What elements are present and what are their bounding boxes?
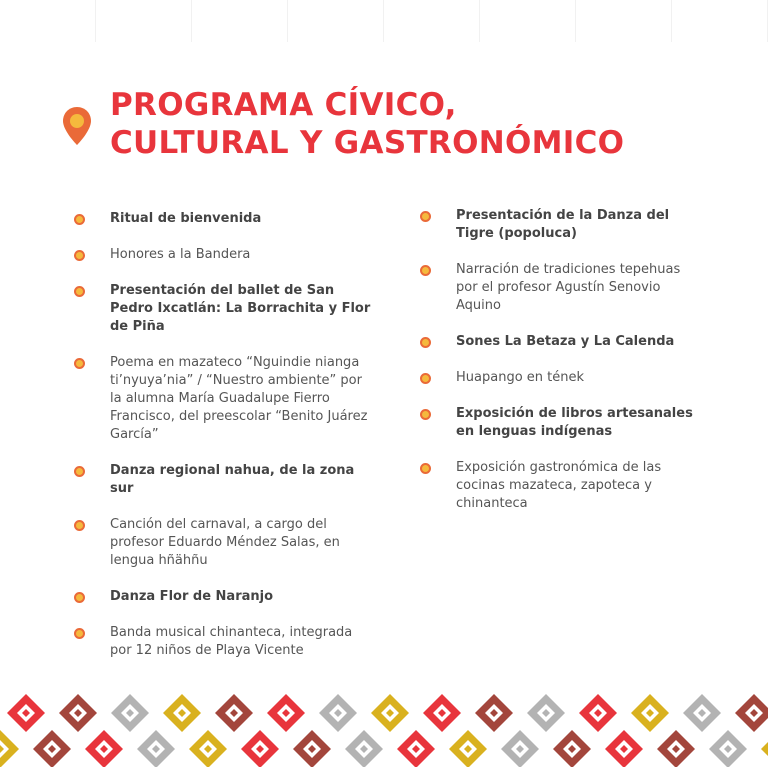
item-text: Ritual de bienvenida: [110, 211, 262, 226]
item-text: Poema en mazateco “Nguindie nianga ti’nyuya’nia” / “Nuestro ambiente” por la alumna María Guadalupe Fierro Francisco, del preescolar “Benito Juárez García”: [110, 355, 368, 442]
list-item: [418, 333, 698, 351]
program-list-right: [418, 207, 698, 531]
program-list-left: [72, 210, 372, 678]
bullet-icon: [420, 211, 431, 222]
item-text: Presentación del ballet de San Pedro Ixcatlán: La Borrachita y Flor de Piña: [110, 283, 371, 334]
bullet-icon: [74, 520, 85, 531]
bullet-icon: [420, 463, 431, 474]
list-item: [72, 282, 372, 336]
item-text: Danza regional nahua, de la zona sur: [110, 463, 355, 496]
bullet-icon: [74, 628, 85, 639]
item-text: Exposición de libros artesanales en lenguas indígenas: [456, 406, 693, 439]
bullet-icon: [74, 286, 85, 297]
list-item: [72, 354, 372, 444]
item-text: Sones La Betaza y La Calenda: [456, 334, 675, 349]
item-text: Danza Flor de Naranjo: [110, 589, 274, 604]
bullet-icon: [74, 214, 85, 225]
item-text: Honores a la Bandera: [110, 247, 251, 262]
top-decorative-strip: [0, 0, 768, 42]
list-item: [418, 261, 698, 315]
item-text: Banda musical chinanteca, integrada por 12 niños de Playa Vicente: [110, 625, 353, 658]
bullet-icon: [420, 265, 431, 276]
list-item: [418, 369, 698, 387]
list-item: [72, 516, 372, 570]
item-text: Huapango en tének: [456, 370, 585, 385]
item-text: Presentación de la Danza del Tigre (popoluca): [456, 208, 670, 241]
bullet-icon: [74, 358, 85, 369]
list-item: [418, 207, 698, 243]
list-item: [418, 405, 698, 441]
bullet-icon: [74, 250, 85, 261]
title-line-2: CULTURAL Y GASTRONÓMICO: [110, 125, 625, 161]
item-text: Exposición gastronómica de las cocinas mazateca, zapoteca y chinanteca: [456, 460, 662, 511]
page-title: [110, 86, 624, 162]
list-item: [72, 462, 372, 498]
list-item: [72, 624, 372, 660]
diamond-pattern-border: [0, 687, 768, 767]
list-item: [72, 246, 372, 264]
item-text: Canción del carnaval, a cargo del profesor Eduardo Méndez Salas, en lengua hñähñu: [110, 517, 340, 568]
bullet-icon: [420, 337, 431, 348]
location-pin-icon: [62, 106, 92, 146]
bullet-icon: [420, 409, 431, 420]
bullet-icon: [74, 466, 85, 477]
title-block: [62, 86, 624, 162]
item-text: Narración de tradiciones tepehuas por el profesor Agustín Senovio Aquino: [456, 262, 681, 313]
bullet-icon: [420, 373, 431, 384]
list-item: [72, 588, 372, 606]
list-item: [72, 210, 372, 228]
pattern-diamond: [761, 730, 768, 767]
bullet-icon: [74, 592, 85, 603]
title-line-1: PROGRAMA CÍVICO,: [110, 87, 457, 123]
list-item: [418, 459, 698, 513]
